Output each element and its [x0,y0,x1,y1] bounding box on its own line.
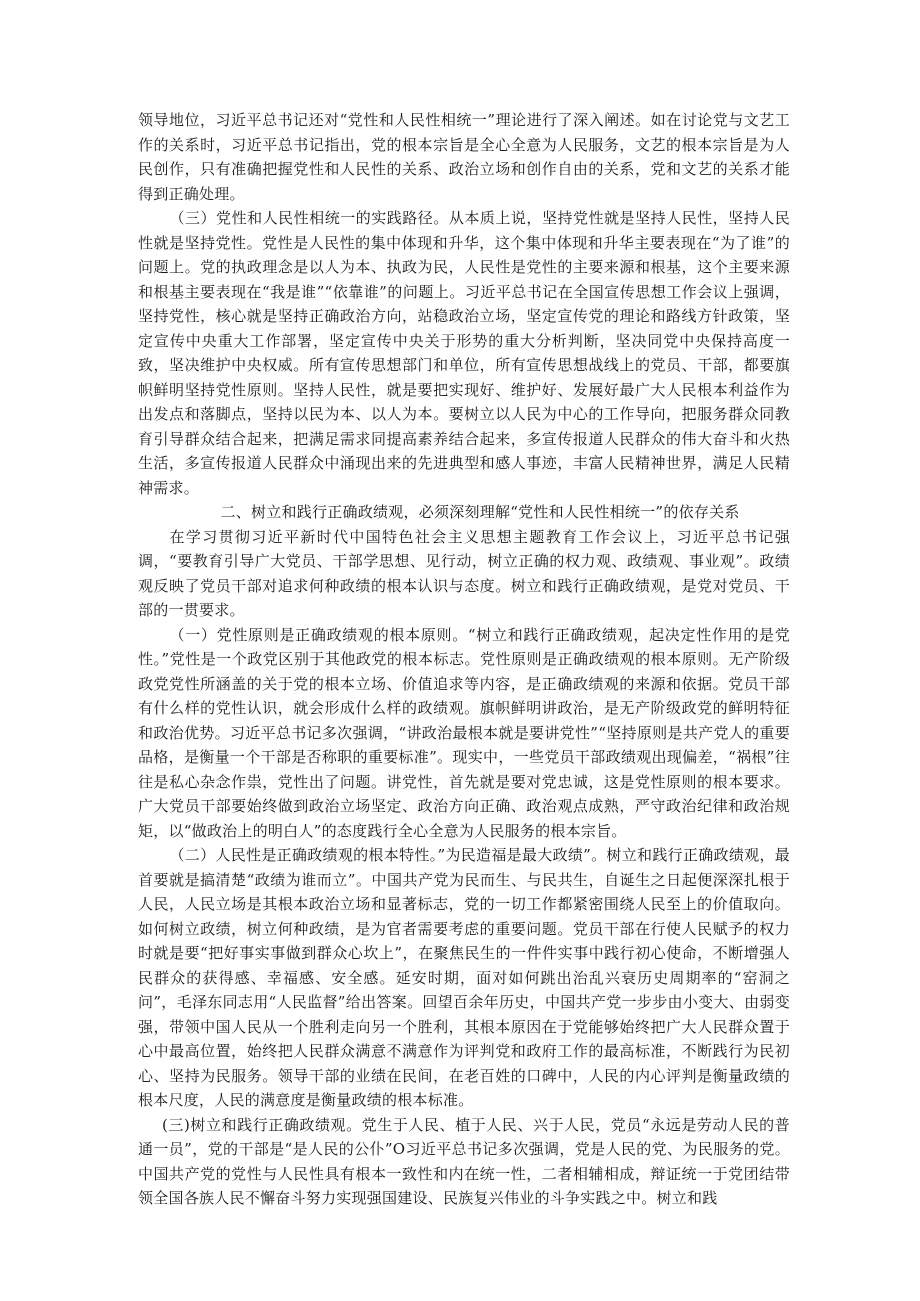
paragraph-practice-path: （三）党性和人民性相统一的实践路径。从本质上说，坚持党性就是坚持人民性，坚持人民性就是坚持党性。党性是人民性的集中体现和升华，这个集中体现和升华主要表现在“为了谁”的问题上。党的执政理念是以人为本、执政为民，人民性是党性的主要来源和根基，这个主要来源和根基主要表现在“我是谁”“依靠谁”的问题上。习近平总书记在全国宣传思想工作会议上强调，坚持党性，核心就是坚持正确政治方向，站稳政治立场，坚定宣传党的理论和路线方针政策，坚定宣传中央重大工作部署，坚定宣传中央关于形势的重大分析判断，坚决同党中央保持高度一致，坚决维护中央权威。所有宣传思想部门和单位，所有宣传思想战线上的党员、干部，都要旗帜鲜明坚持党性原则。坚持人民性，就是要把实现好、维护好、发展好最广大人民根本利益作为出发点和落脚点，坚持以民为本、以人为本。要树立以人民为中心的工作导向，把服务群众同教育引导群众结合起来，把满足需求同提高素养结合起来，多宣传报道人民群众的伟大奋斗和火热生活，多宣传报道人民群众中涌现出来的先进典型和感人事迹，丰富人民精神世界，满足人民精神需求。 [138,209,790,497]
paragraph-intro: 在学习贯彻习近平新时代中国特色社会主义思想主题教育工作会议上，习近平总书记强调，“要教育引导广大党员、干部学思想、见行动，树立正确的权力观、政绩观、事业观”。政绩观反映了党员干部对追求何种政绩的根本认识与态度。树立和践行正确政绩观，是党对党员、干部的一贯要求。 [138,527,790,619]
section-heading-2: 二、树立和践行正确政绩观，必须深刻理解“党性和人民性相统一”的依存关系 [220,503,740,521]
paragraph-continuation: 领导地位，习近平总书记还对“党性和人民性相统一”理论进行了深入阐述。如在讨论党与文艺工作的关系时，习近平总书记指出，党的根本宗旨是全心全意为人民服务，文艺的根本宗旨是为人民创作，只有准确把握党性和人民性的关系、政治立场和创作自由的关系，党和文艺的关系才能得到正确处理。 [138,111,790,203]
document-page [138,108,790,1211]
paragraph-people-nature: （二）人民性是正确政绩观的根本特性。”为民造福是最大政绩”。树立和践行正确政绩观，最首要就是搞清楚“政绩为谁而立”。中国共产党为民而生、与民共生，自诞生之日起便深深扎根于人民，人民立场是其根本政治立场和显著标志，党的一切工作都紧密围绕人民至上的价值取向。如何树立政绩，树立何种政绩，是为官者需要考虑的重要问题。党员干部在行使人民赋予的权力时就是要“把好事实事做到群众心坎上”，在聚焦民生的一件件实事中践行初心使命，不断增强人民群众的获得感、幸福感、安全感。延安时期，面对如何跳出治乱兴衰历史周期率的“窑洞之问”，毛泽东同志用“人民监督”给出答案。回望百余年历史，中国共产党一步步由小变大、由弱变强，带领中国人民从一个胜利走向另一个胜利，其根本原因在于党能够始终把广大人民群众置于心中最高位置，始终把人民群众满意不满意作为评判党和政府工作的最高标准，不断践行为民初心、坚持为民服务。领导干部的业绩在民间，在老百姓的口碑中，人民的内心评判是衡量政绩的根本尺度，人民的满意度是衡量政绩的根本标准。 [138,846,790,1109]
paragraph-practice: (三)树立和践行正确政绩观。党生于人民、植于人民、兴于人民，党员“永远是劳动人民的普通一员”，党的干部是“是人民的公仆”O习近平总书记多次强调，党是人民的党、为民服务的党。中国共产党的党性与人民性具有根本一致性和内在统一性，二者相辅相成，辩证统一于党团结带领全国各族人民不懈奋斗努力实现强国建设、民族复兴伟业的斗争实践之中。树立和践 [138,1115,790,1207]
paragraph-party-principle: （一）党性原则是正确政绩观的根本原则。“树立和践行正确政绩观，起决定性作用的是党性。”党性是一个政党区别于其他政党的根本标志。党性原则是正确政绩观的根本原则。无产阶级政党党性所涵盖的关于党的根本立场、价值追求等内容，是正确政绩观的来源和依据。党员干部有什么样的党性认识，就会形成什么样的政绩观。旗帜鲜明讲政治，是无产阶级政党的鲜明特征和政治优势。习近平总书记多次强调，“讲政治最根本就是要讲党性”“坚持原则是共产党人的重要品格，是衡量一个干部是否称职的重要标准”。现实中，一些党员干部政绩观出现偏差，“祸根”往往是私心杂念作祟，党性出了问题。讲党性，首先就是要对党忠诚，这是党性原则的根本要求。广大党员干部要始终做到政治立场坚定、政治方向正确、政治观点成熟，严守政治纪律和政治规矩，以“做政治上的明白人”的态度践行全心全意为人民服务的根本宗旨。 [138,625,790,840]
